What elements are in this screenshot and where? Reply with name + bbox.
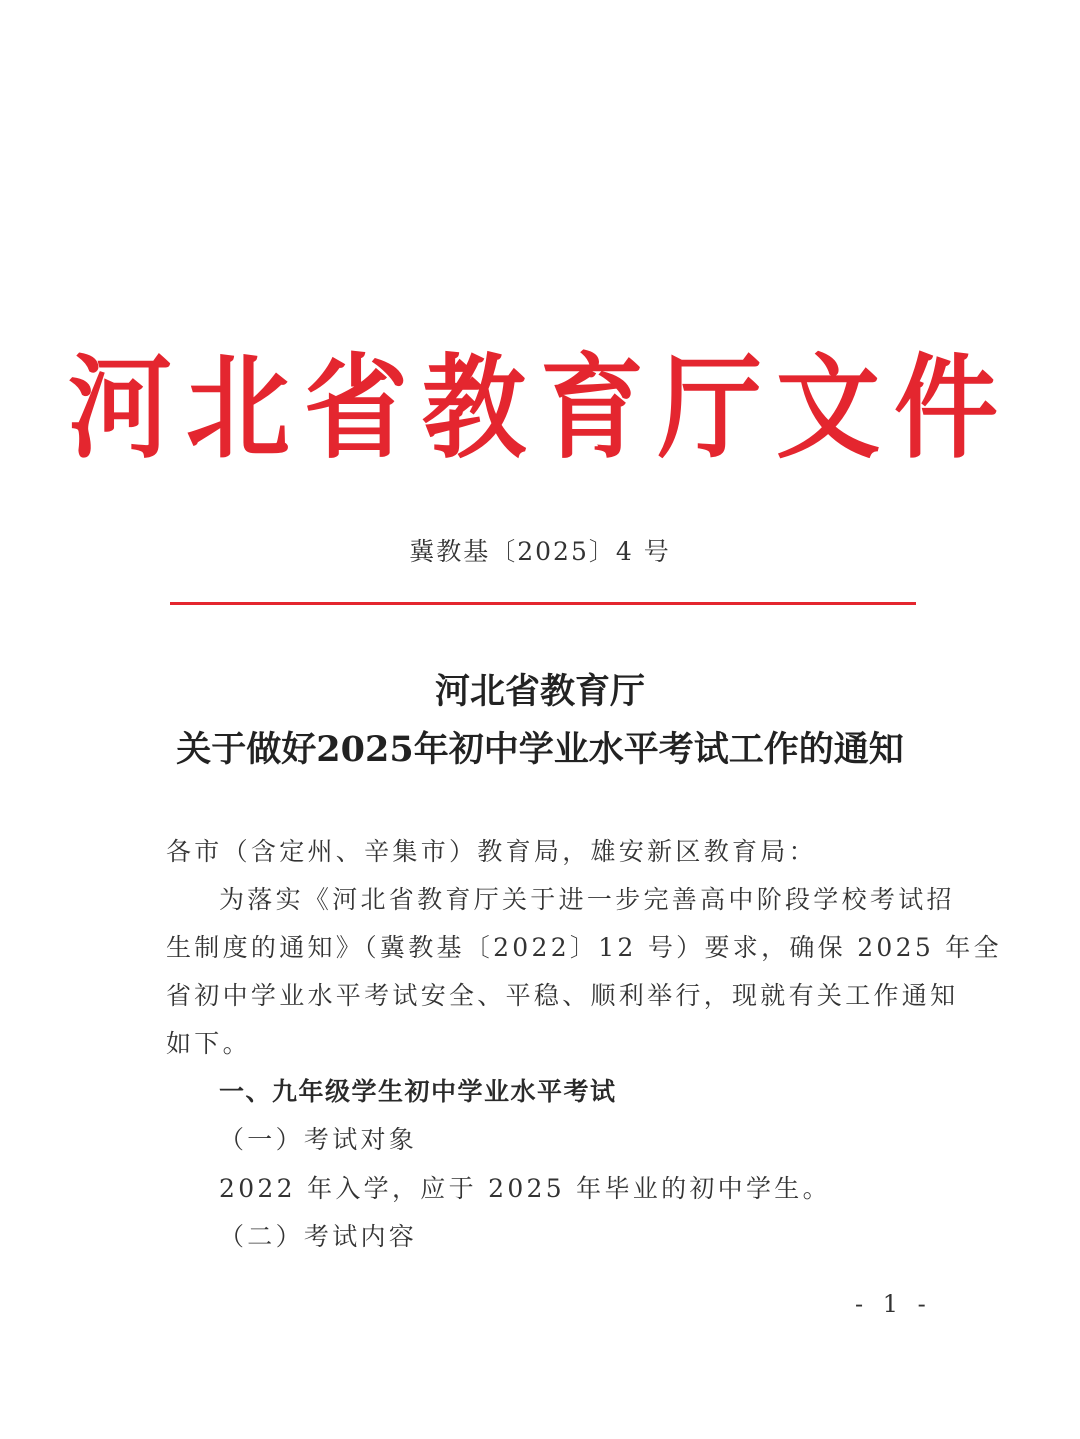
section-1-heading: 一、九年级学生初中学业水平考试 [219, 1077, 617, 1106]
subsection-2-heading: （二）考试内容 [219, 1222, 418, 1251]
intro-line-3: 省初中学业水平考试安全、平稳、顺利举行，现就有关工作通知 [166, 981, 959, 1010]
subsection-1-heading: （一）考试对象 [219, 1125, 418, 1154]
addressee-line: 各市（含定州、辛集市）教育局，雄安新区教育局： [166, 837, 817, 866]
page-number: - 1 - [855, 1290, 932, 1318]
document-number: 冀教基〔2025〕4 号 [409, 537, 671, 566]
title-line-2: 关于做好2025年初中学业水平考试工作的通知 [176, 729, 904, 770]
intro-line-4: 如下。 [166, 1029, 251, 1058]
subsection-1-text: 2022 年入学，应于 2025 年毕业的初中学生。 [219, 1174, 831, 1203]
masthead-title: 河北省教育厅文件 [67, 341, 1012, 474]
title-line-1: 河北省教育厅 [434, 671, 645, 712]
red-divider [170, 602, 916, 605]
intro-line-1: 为落实《河北省教育厅关于进一步完善高中阶段学校考试招 [219, 885, 955, 914]
intro-line-2: 生制度的通知》（冀教基〔2022〕12 号）要求，确保 2025 年全 [166, 933, 1002, 962]
